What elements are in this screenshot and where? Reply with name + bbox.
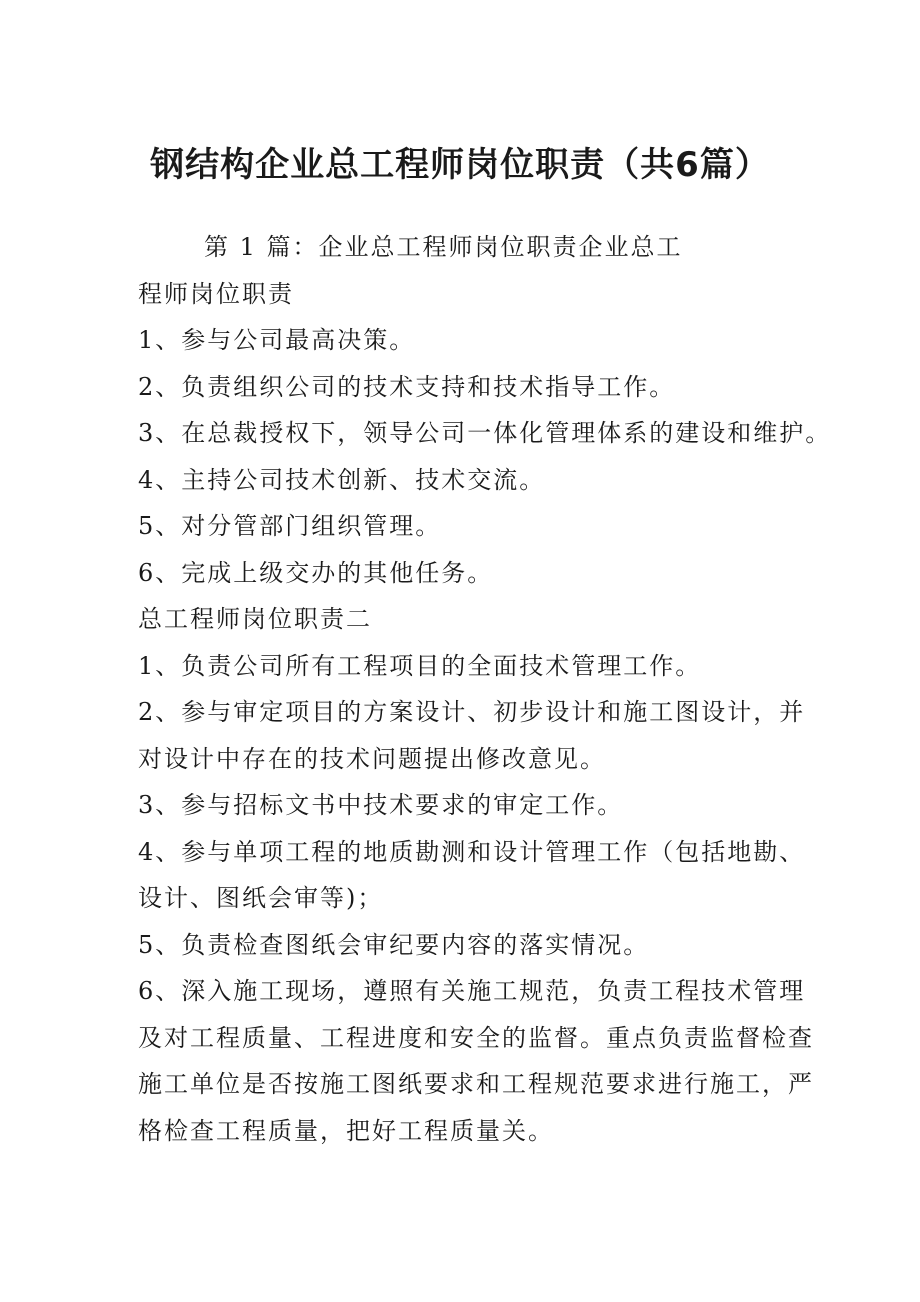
list-item: 6、深入施工现场，遵照有关施工规范，负责工程技术管理 bbox=[138, 977, 806, 1005]
list-item-continuation: 格检查工程质量，把好工程质量关。 bbox=[138, 1116, 554, 1145]
document-title: 钢结构企业总工程师岗位职责（共6篇） bbox=[150, 145, 770, 185]
list-item-continuation: 及对工程质量、工程进度和安全的监督。重点负责监督检查 bbox=[138, 1023, 814, 1052]
paragraph-line: 第 1 篇：企业总工程师岗位职责企业总工 bbox=[204, 233, 683, 261]
list-item: 3、在总裁授权下，领导公司一体化管理体系的建设和维护。 bbox=[138, 419, 832, 447]
list-item: 1、负责公司所有工程项目的全面技术管理工作。 bbox=[138, 651, 702, 680]
list-item-continuation: 设计、图纸会审等)； bbox=[138, 884, 384, 912]
list-item: 2、负责组织公司的技术支持和技术指导工作。 bbox=[138, 372, 676, 401]
section-heading: 总工程师岗位职责二 bbox=[138, 605, 372, 633]
paragraph-line: 程师岗位职责 bbox=[138, 279, 294, 308]
list-item: 5、对分管部门组织管理。 bbox=[138, 512, 442, 540]
list-item: 2、参与审定项目的方案设计、初步设计和施工图设计，并 bbox=[138, 698, 806, 726]
list-item-continuation: 对设计中存在的技术问题提出修改意见。 bbox=[138, 744, 606, 773]
list-item: 4、主持公司技术创新、技术交流。 bbox=[138, 465, 546, 494]
document-body bbox=[138, 224, 832, 1154]
list-item: 3、参与招标文书中技术要求的审定工作。 bbox=[138, 791, 624, 819]
list-item: 4、参与单项工程的地质勘测和设计管理工作（包括地勘、 bbox=[138, 837, 806, 866]
list-item: 1、参与公司最高决策。 bbox=[138, 326, 416, 354]
list-item: 5、负责检查图纸会审纪要内容的落实情况。 bbox=[138, 930, 650, 959]
list-item: 6、完成上级交办的其他任务。 bbox=[138, 558, 494, 587]
list-item-continuation: 施工单位是否按施工图纸要求和工程规范要求进行施工，严 bbox=[138, 1070, 814, 1098]
